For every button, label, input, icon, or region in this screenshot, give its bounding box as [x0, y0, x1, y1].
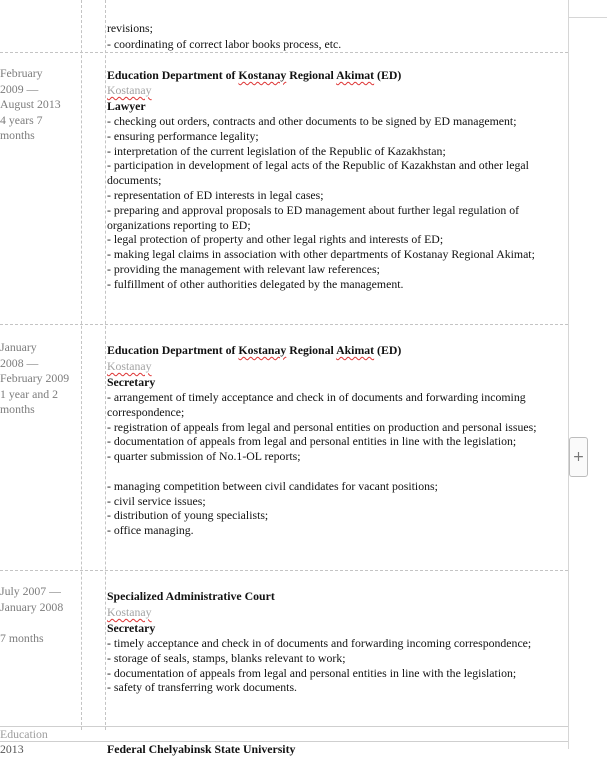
- duty-item: - office managing.: [107, 523, 194, 538]
- duty-item: - ensuring performance legality;: [107, 128, 259, 143]
- org-text: Akimat: [336, 68, 375, 82]
- duties-list: [107, 390, 567, 538]
- section-label-education: Education: [0, 727, 48, 741]
- org-text: Kostanay: [238, 68, 287, 82]
- period-line: 7 months: [0, 630, 44, 645]
- add-row-button[interactable]: [569, 437, 588, 477]
- duty-item: [107, 464, 567, 479]
- period-line: 4 years 7: [0, 112, 43, 127]
- duty-item: - safety of transferring work documents.: [107, 680, 298, 695]
- org-text: (ED): [374, 343, 402, 357]
- org-text: Regional: [286, 68, 337, 82]
- duties-list: [107, 636, 567, 695]
- org-text: Education Department of: [107, 343, 239, 357]
- org-text: Kostanay: [238, 343, 287, 357]
- page-right-edge: [568, 0, 569, 749]
- duty-item: - making legal claims in association with other departments of Kostanay Regional Akimat;: [107, 247, 535, 262]
- row-divider: [0, 570, 568, 571]
- job-period: [0, 66, 80, 144]
- page-edge-tick: [569, 17, 607, 18]
- duty-item: - legal protection of property and other legal rights and interests of ED;: [107, 232, 444, 247]
- job-city: Kostanay: [107, 359, 152, 373]
- org-text: (ED): [374, 68, 402, 82]
- period-line: July 2007 —: [0, 584, 61, 598]
- section-divider: [0, 726, 568, 727]
- period-line: August 2013: [0, 97, 61, 111]
- text-line: revisions;: [107, 21, 153, 35]
- duty-item: - registration of appeals from legal and personal entities on production and personal issues;: [107, 419, 537, 434]
- job-role: Secretary: [107, 621, 156, 635]
- duty-item: - storage of seals, stamps, blanks relevant to work;: [107, 650, 346, 665]
- duty-item: - checking out orders, contracts and other documents to be signed by ED management;: [107, 114, 517, 128]
- job-role: Lawyer: [107, 99, 146, 113]
- job-period: [0, 340, 80, 418]
- job-period: [0, 584, 80, 646]
- duty-item: - participation in development of legal acts of the Republic of Kazakhstan and other legal documents;: [107, 158, 529, 188]
- period-line: February 2009: [0, 371, 70, 385]
- column-divider-left: [81, 0, 82, 730]
- duty-item: - quarter submission of No.1-OL reports;: [107, 449, 301, 464]
- duty-item: - fulfillment of other authorities delegated by the management.: [107, 276, 404, 291]
- plus-icon: +: [572, 449, 585, 465]
- row-divider: [0, 324, 568, 325]
- duty-item: - timely acceptance and check in of documents and forwarding incoming correspondence;: [107, 636, 532, 650]
- period-line: January: [0, 340, 37, 354]
- duty-item: - distribution of young specialists;: [107, 508, 269, 523]
- duty-item: - providing the management with relevant law references;: [107, 261, 380, 276]
- org-text: Akimat: [336, 343, 375, 357]
- period-line: 1 year and 2: [0, 386, 58, 401]
- duty-item: - documentation of appeals from legal and personal entities in line with the legislation;: [107, 665, 517, 680]
- duty-item: - interpretation of the current legislation of the Republic of Kazakhstan;: [107, 143, 446, 158]
- duty-item: - representation of ED interests in legal cases;: [107, 187, 324, 202]
- job-city: Kostanay: [107, 83, 152, 97]
- job-role: Secretary: [107, 375, 156, 389]
- org-text: Education Department of: [107, 68, 239, 82]
- period-line: months: [0, 402, 35, 416]
- education-organization: Federal Chelyabinsk State University: [107, 742, 296, 756]
- education-year: 2013: [0, 742, 24, 756]
- period-line: 2009 —: [0, 81, 39, 96]
- period-line: February: [0, 66, 43, 80]
- org-text: Regional: [286, 343, 337, 357]
- duties-list: [107, 114, 567, 292]
- job-organization: [107, 343, 401, 357]
- text-line: - coordinating of correct labor books process, etc.: [107, 37, 342, 51]
- period-line: [0, 615, 80, 631]
- duty-item: - civil service issues;: [107, 493, 206, 508]
- period-line: 2008 —: [0, 355, 39, 370]
- job-organization: [107, 68, 401, 82]
- period-line: months: [0, 128, 35, 142]
- period-line: January 2008: [0, 599, 64, 614]
- duty-item: - arrangement of timely acceptance and check in of documents and forwarding incoming correspondence;: [107, 390, 526, 419]
- duty-item: - documentation of appeals from legal and personal entities in line with the legislation;: [107, 434, 517, 449]
- job-city: Kostanay: [107, 605, 152, 619]
- column-divider-right: [105, 0, 106, 730]
- row-divider: [0, 52, 568, 53]
- job-organization: Specialized Administrative Court: [107, 589, 275, 603]
- duty-item: - managing competition between civil candidates for vacant positions;: [107, 478, 438, 493]
- duty-item: - preparing and approval proposals to ED management about further legal regulation of organizations reporting to ED;: [107, 202, 520, 232]
